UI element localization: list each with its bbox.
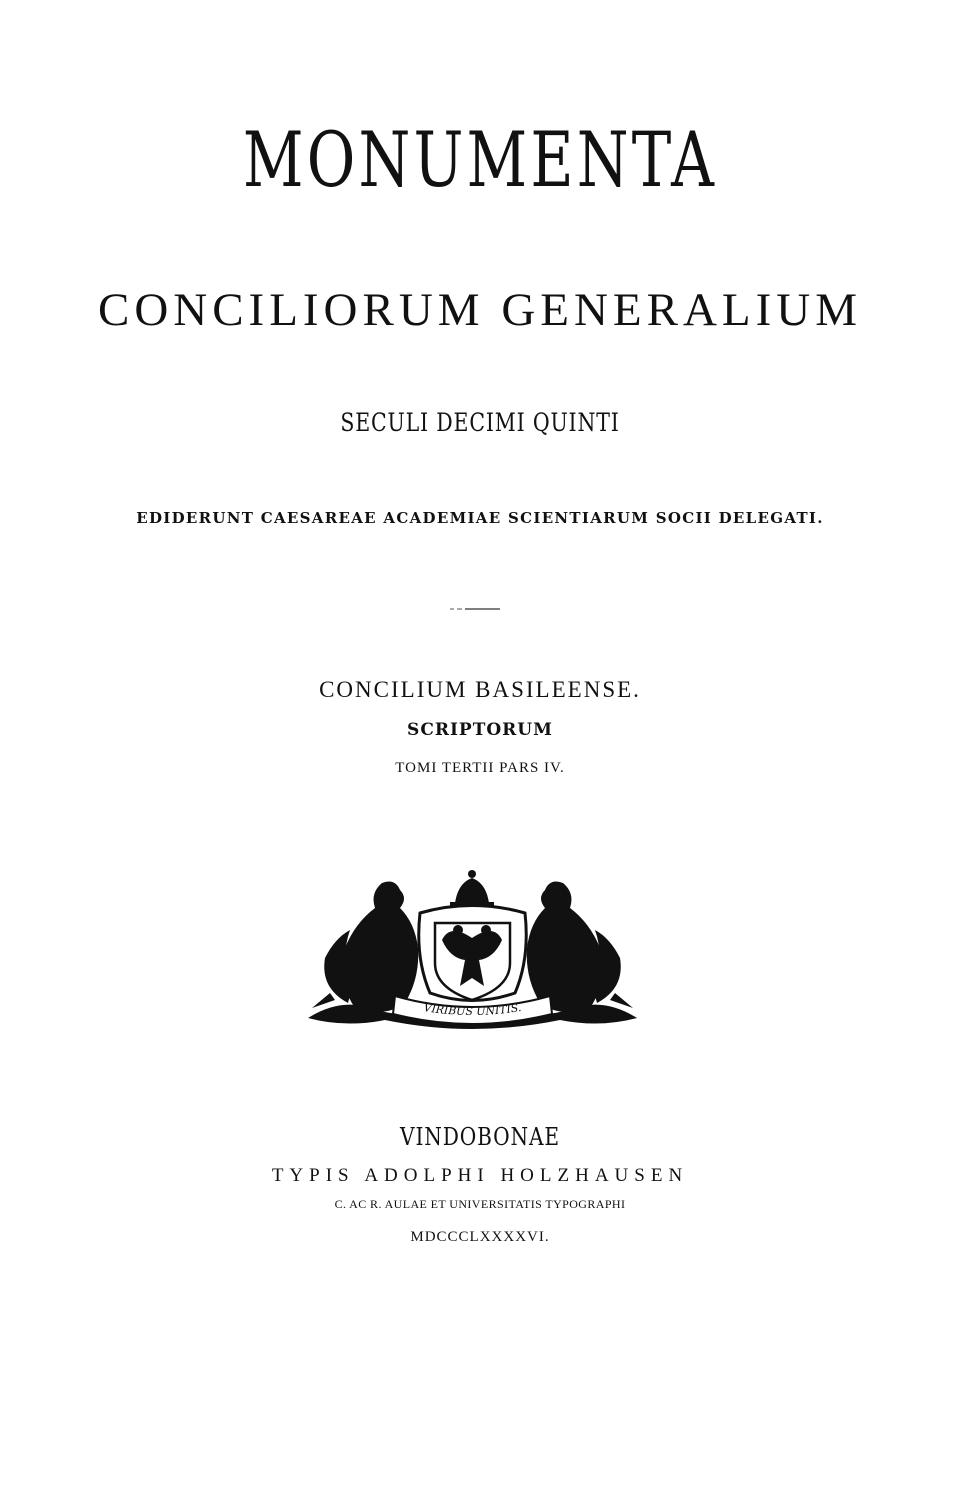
place-of-publication: VINDOBONAE — [400, 1123, 560, 1151]
crest-motto: VIRIBUS UNITIS. — [422, 1000, 523, 1019]
council-name: CONCILIUM BASILEENSE. — [319, 677, 641, 702]
volume-line: TOMI TERTII PARS IV. — [395, 760, 565, 776]
decorative-rule — [450, 598, 500, 602]
subtitle: CONCILIORUM GENERALIUM — [97, 284, 863, 336]
section-name: SCRIPTORUM — [407, 720, 553, 740]
imperial-crest-emblem — [300, 868, 645, 1033]
editors-line: EDIDERUNT CAESAREAE ACADEMIAE SCIENTIARUM SOCII DELEGATI. — [136, 509, 824, 527]
publication-year: MDCCCLXXXXVI. — [410, 1229, 550, 1245]
printer-line: TYPIS ADOLPHI HOLZHAUSEN — [271, 1165, 689, 1186]
main-title: MONUMENTA — [242, 115, 718, 204]
century-line: SECULI DECIMI QUINTI — [340, 408, 620, 437]
printer-title-line: C. AC R. AULAE ET UNIVERSITATIS TYPOGRAPHI — [334, 1197, 626, 1211]
